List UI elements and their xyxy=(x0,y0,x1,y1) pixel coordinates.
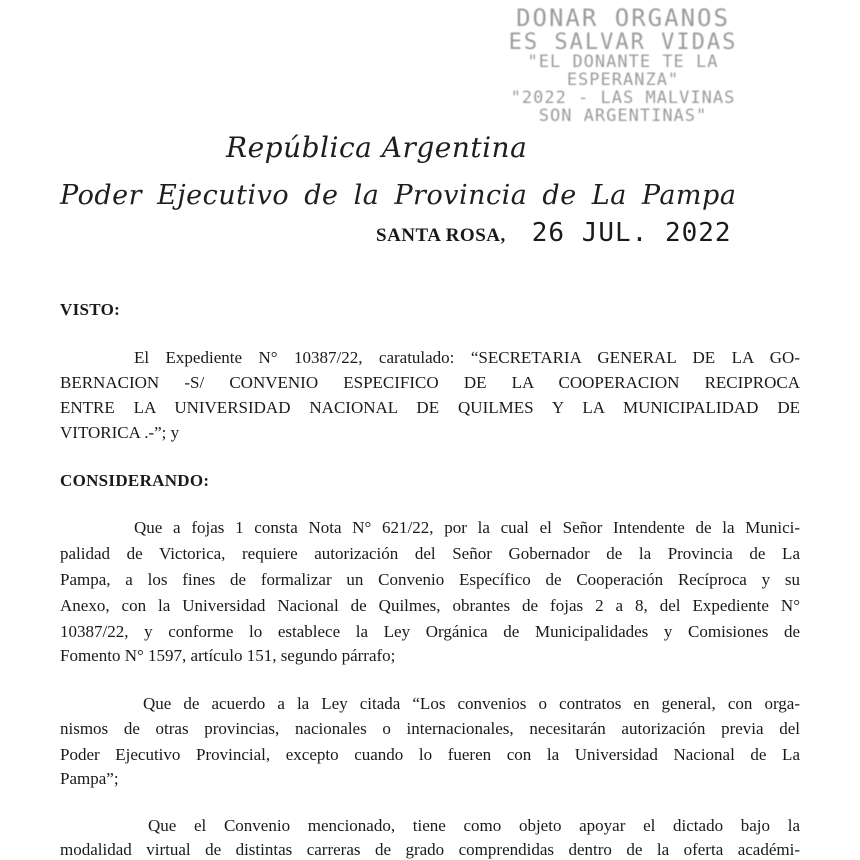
paragraph-line: 10387/22, y conforme lo establece la Ley Orgánica de Municipalidades y Comisiones de xyxy=(60,622,800,641)
paragraph-line: nismos de otras provincias, nacionales o internacionales, necesitarán autorización previa del xyxy=(60,719,800,738)
stamp-line: ESPERANZA" xyxy=(566,70,680,91)
paragraph-line: Anexo, con la Universidad Nacional de Quilmes, obrantes de fojas 2 a 8, del Expediente N° xyxy=(60,596,800,615)
visto-line: ENTRE LA UNIVERSIDAD NACIONAL DE QUILMES Y LA MUNICIPALIDAD DE xyxy=(60,398,800,417)
place-name: SANTA ROSA, xyxy=(376,225,506,246)
rubber-stamp xyxy=(498,6,748,126)
stamp-line: ES SALVAR VIDAS xyxy=(508,30,738,56)
paragraph-line: palidad de Victorica, requiere autorización del Señor Gobernador de la Provincia de La xyxy=(60,544,800,563)
stamp-line: "EL DONANTE TE LA xyxy=(527,52,719,73)
date-stamp: 26 JUL. 2022 xyxy=(531,218,732,248)
place-date xyxy=(376,218,732,248)
visto-line: El Expediente N° 10387/22, caratulado: “SECRETARIA GENERAL DE LA GO- xyxy=(134,348,800,367)
paragraph-line: Que a fojas 1 consta Nota N° 621/22, por la cual el Señor Intendente de la Munici- xyxy=(134,518,800,537)
stamp-line: SON ARGENTINAS" xyxy=(538,105,708,126)
visto-heading: VISTO: xyxy=(60,300,121,319)
paragraph-line: Pampa”; xyxy=(60,769,119,788)
letterhead-country: República Argentina xyxy=(226,131,528,164)
visto-line: VITORICA .-”; y xyxy=(60,423,180,442)
paragraph-line: modalidad virtual de distintas carreras de grado comprendidas dentro de la oferta académi- xyxy=(60,840,800,859)
paragraph-line: Pampa, a los fines de formalizar un Convenio Específico de Cooperación Recíproca y su xyxy=(60,570,800,589)
letterhead-authority: Poder Ejecutivo de la Provincia de La Pampa xyxy=(60,180,737,211)
paragraph-line: Que el Convenio mencionado, tiene como objeto apoyar el dictado bajo la xyxy=(148,816,800,835)
stamp-line: DONAR ORGANOS xyxy=(516,4,730,32)
paragraph-line: Poder Ejecutivo Provincial, excepto cuando lo fueren con la Universidad Nacional de La xyxy=(60,745,800,764)
visto-line: BERNACION -S/ CONVENIO ESPECIFICO DE LA COOPERACION RECIPROCA xyxy=(60,373,800,392)
paragraph-line: Que de acuerdo a la Ley citada “Los convenios o contratos en general, con orga- xyxy=(143,694,800,713)
considerando-heading: CONSIDERANDO: xyxy=(60,471,210,490)
paragraph-line: Fomento N° 1597, artículo 151, segundo párrafo; xyxy=(60,646,396,665)
stamp-line: "2022 - LAS MALVINAS xyxy=(510,87,736,108)
